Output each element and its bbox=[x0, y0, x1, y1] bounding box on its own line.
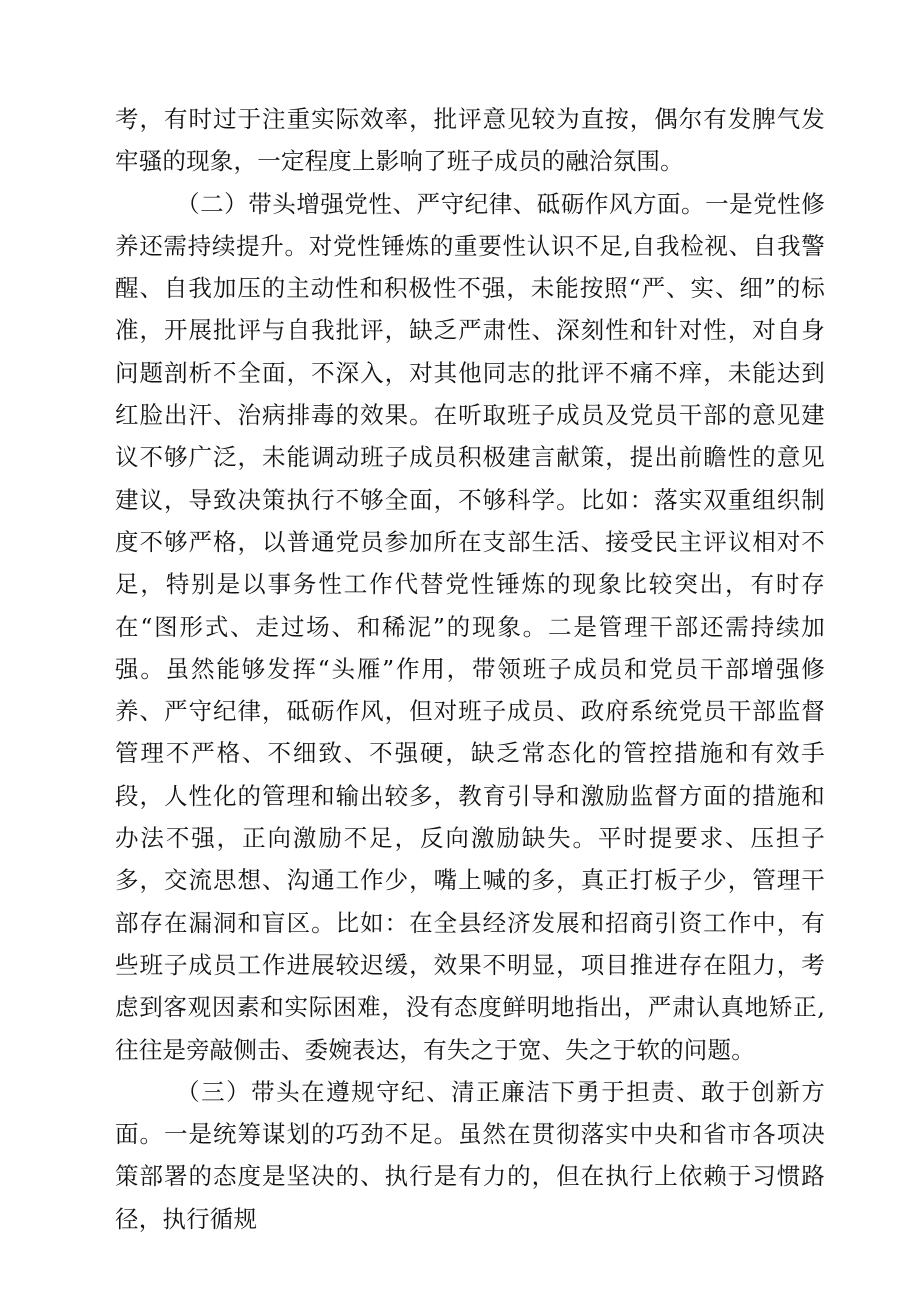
paragraph-continuation: 考，有时过于注重实际效率，批评意见较为直按，偶尔有发脾气发牢骚的现象，一定程度上影响了班子成员的融洽氛围。 bbox=[115, 105, 825, 176]
paragraph-section-two: （二）带头增强党性、严守纪律、砥砺作风方面。一是党性修养还需持续提升。对党性锤炼的重要性认识不足,自我检视、自我警醒、自我加压的主动性和积极性不强，未能按照“严、实、细”的标准，开展批评与自我批评，缺乏严肃性、深刻性和针对性，对自身问题剖析不全面，不深入，对其他同志的批评不痛不痒，未能达到红脸出汗、治病排毒的效果。在听取班子成员及党员干部的意见建议不够广泛，未能调动班子成员积极建言献策，提出前瞻性的意见建议，导致决策执行不够全面，不够科学。比如：落实双重组织制度不够严格，以普通党员参加所在支部生活、接受民主评议相对不足，特别是以事务性工作代替党性锤炼的现象比较突出，有时存在“图形式、走过场、和稀泥”的现象。二是管理干部还需持续加强。虽然能够发挥“头雁”作用，带领班子成员和党员干部增强修养、严守纪律，砥砺作风，但对班子成员、政府系统党员干部监督管理不严格、不细致、不强硬，缺乏常态化的管控措施和有效手段，人性化的管理和输出较多，教育引导和激励监督方面的措施和办法不强，正向激励不足，反向激励缺失。平时提要求、压担子多，交流思想、沟通工作少，嘴上喊的多，真正打板子少，管理干部存在漏洞和盲区。比如：在全县经济发展和招商引资工作中，有些班子成员工作进展较迟缓，效果不明显，项目推进存在阻力，考虑到客观因素和实际困难，没有态度鲜明地指出，严肃认真地矫正,往往是旁敲侧击、委婉表达，有失之于宽、失之于软的问题。 bbox=[115, 189, 825, 1064]
paragraph-section-three: （三）带头在遵规守纪、清正廉洁下勇于担责、敢于创新方面。一是统筹谋划的巧劲不足。虽然在贯彻落实中央和省市各项决策部署的态度是坚决的、执行是有力的，但在执行上依赖于习惯路径，执行循规 bbox=[115, 1077, 825, 1233]
document-body bbox=[115, 98, 825, 1240]
